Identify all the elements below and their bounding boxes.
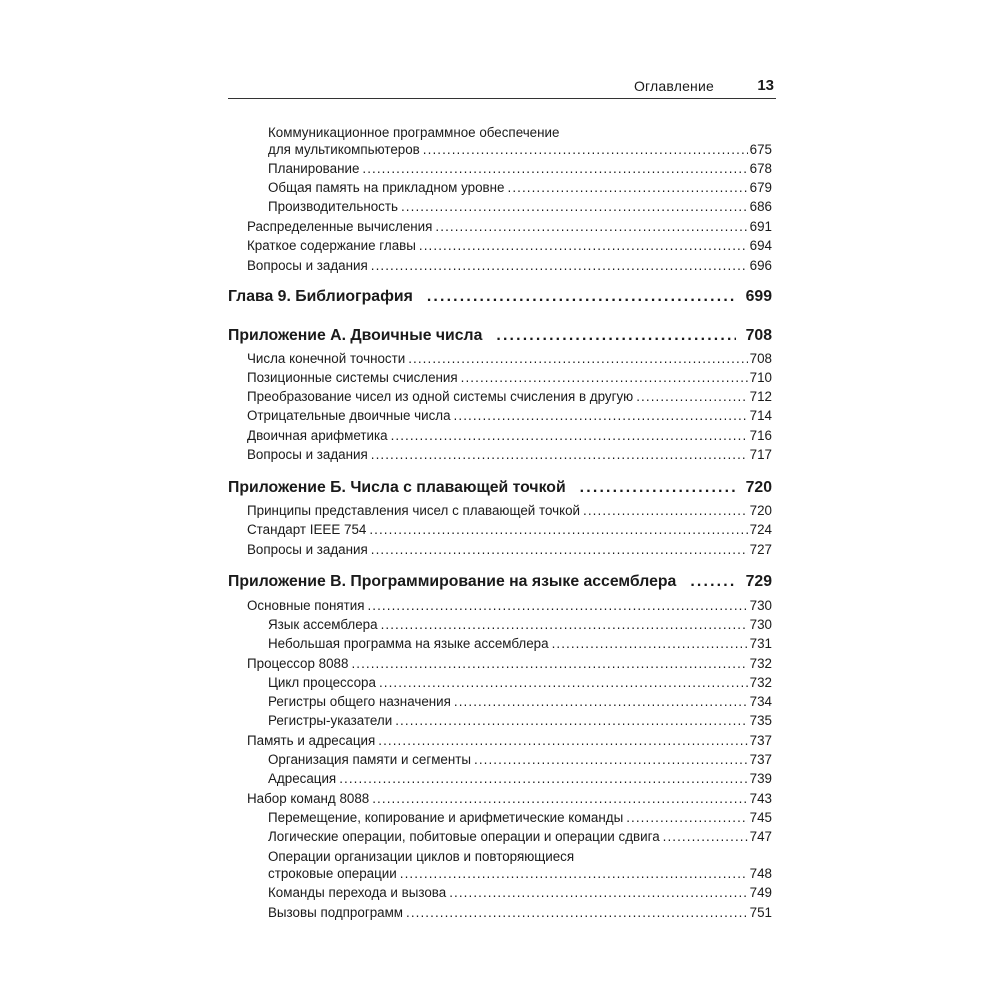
toc-entry [247,257,772,274]
toc-entry-title: Организация памяти и сегменты [268,752,472,767]
toc-entry [247,218,772,235]
toc-entry [268,904,772,921]
leader-dots [419,237,748,254]
toc-entry-title: Преобразование чисел из одной системы счисления в другую [247,389,634,404]
leader-dots [339,770,747,787]
toc-entry [268,884,772,901]
toc-entry-title: Язык ассемблера [268,617,378,632]
header-title: Оглавление [633,78,714,94]
toc-entry-title: Логические операции, побитовые операции и операции сдвига [268,829,660,844]
toc-entry [268,693,772,710]
leader-dots [552,635,748,652]
toc-chapter-entry [228,288,772,305]
toc-entry-title: Регистры общего назначения [268,694,451,709]
leader-dots [406,904,748,921]
toc-entry [247,521,772,538]
toc-chapter-title: Глава 9. Библиография [228,288,413,305]
toc-entry-page: 730 [749,617,772,632]
toc-entry-page: 710 [749,370,772,385]
toc-entry [268,751,772,768]
toc-entry-page: 694 [749,238,772,253]
toc-entry-page: 678 [749,161,772,176]
toc-entry-page: 737 [749,752,772,767]
leader-dots [449,884,747,901]
toc-entry-title: Принципы представления чисел с плавающей точкой [247,503,581,518]
toc-entry-title: Вызовы подпрограмм [268,905,404,920]
toc-entry-page: 743 [749,791,772,806]
leader-dots [372,790,747,807]
toc-entry-page: 731 [749,636,772,651]
toc-entry-title: Двоичная арифметика [247,428,388,443]
toc-entry-page: 734 [749,694,772,709]
toc-entry [247,446,772,463]
toc-entry-title: Команды перехода и вызова [268,885,447,900]
toc-entry-title: для мультикомпьютеров [268,142,420,157]
toc-entry [268,124,772,158]
toc-entry-title: Вопросы и задания [247,258,368,273]
toc-entry-title: Вопросы и задания [247,447,368,462]
toc-chapter-entry [228,479,772,496]
toc-entry-title: Основные понятия [247,598,365,613]
toc-entry-title: Общая память на прикладном уровне [268,180,505,195]
toc-entry [268,179,772,196]
toc-entry-title: Набор команд 8088 [247,791,370,806]
toc-entry-page: 739 [749,771,772,786]
toc-entry-page: 751 [749,905,772,920]
leader-dots [636,388,747,405]
toc-entry-page: 708 [749,351,772,366]
leader-dots [351,655,747,672]
toc-entry-title: строковые операции [268,866,397,881]
toc-entry-title: Числа конечной точности [247,351,406,366]
toc-entry-page: 716 [749,428,772,443]
toc-entry-page: 696 [749,258,772,273]
toc-entry-title: Вопросы и задания [247,542,368,557]
toc-entry [247,350,772,367]
leader-dots [474,751,748,768]
toc-entry-page: 686 [749,199,772,214]
toc-entry-first-line: Коммуникационное программное обеспечение [268,125,560,140]
toc-entry-title: Позиционные системы счисления [247,370,458,385]
leader-dots [395,712,747,729]
toc-chapter-page: 720 [745,479,772,496]
leader-dots [369,521,747,538]
leader-dots [400,865,748,882]
toc-entry-page: 679 [749,180,772,195]
toc-entry [247,790,772,807]
leader-dots [427,288,736,305]
toc-entry-title: Цикл процессора [268,675,376,690]
toc-entry-page: 720 [749,503,772,518]
toc-entry-title: Память и адресация [247,733,376,748]
toc-entry-page: 727 [749,542,772,557]
toc-entry [268,848,772,882]
header-page-number: 13 [757,77,774,94]
toc-chapter-entry [228,327,772,344]
toc-entry-title: Перемещение, копирование и арифметические команды [268,810,624,825]
toc-entry-page: 748 [749,866,772,881]
leader-dots [663,828,748,845]
toc-entry-page: 732 [749,675,772,690]
leader-dots [690,573,735,590]
leader-dots [371,541,748,558]
toc-entry-title: Краткое содержание главы [247,238,416,253]
toc-entry [268,635,772,652]
toc-entry [247,388,772,405]
toc-chapter-page: 699 [745,288,772,305]
leader-dots [423,141,748,158]
toc-entry-title: Адресация [268,771,337,786]
toc-entry-page: 691 [749,219,772,234]
leader-dots [508,179,748,196]
leader-dots [454,407,748,424]
toc-chapter-page: 708 [745,327,772,344]
toc-entry-page: 730 [749,598,772,613]
toc-entry [247,541,772,558]
leader-dots [461,369,748,386]
toc-entry-first-line: Операции организации циклов и повторяющиеся [268,849,575,864]
leader-dots [454,693,748,710]
toc-chapter-title: Приложение В. Программирование на языке ассемблера [228,573,677,590]
leader-dots [391,427,748,444]
toc-entry [268,712,772,729]
toc-entry [247,407,772,424]
toc-entry-title: Планирование [268,161,360,176]
leader-dots [362,160,747,177]
toc-entry [268,674,772,691]
toc-entry [247,732,772,749]
leader-dots [435,218,747,235]
toc-entry-page: 737 [749,733,772,748]
toc-entry [268,809,772,826]
toc-chapter-title: Приложение Б. Числа с плавающей точкой [228,479,566,496]
toc-entry [247,502,772,519]
toc-entry [268,770,772,787]
toc-entry [247,369,772,386]
toc-entry [268,828,772,845]
toc-entry-page: 745 [749,810,772,825]
toc-entry-page: 749 [749,885,772,900]
toc-chapter-entry [228,573,772,590]
toc-chapter-title: Приложение А. Двоичные числа [228,327,483,344]
toc-entry-title: Отрицательные двоичные числа [247,408,451,423]
toc-entry-title: Производительность [268,199,398,214]
leader-dots [408,350,747,367]
toc-entry-page: 675 [749,142,772,157]
leader-dots [381,616,748,633]
leader-dots [378,732,747,749]
toc-entry [268,160,772,177]
leader-dots [367,597,747,614]
toc-entry-page: 717 [749,447,772,462]
toc-entry-title: Распределенные вычисления [247,219,433,234]
toc-entry [247,427,772,444]
toc-entry-title: Стандарт IEEE 754 [247,522,367,537]
toc-entry-title: Процессор 8088 [247,656,349,671]
toc-entry-page: 747 [749,829,772,844]
leader-dots [379,674,748,691]
toc-entry [247,655,772,672]
toc-entry-title: Небольшая программа на языке ассемблера [268,636,549,651]
leader-dots [580,479,736,496]
toc-entry-page: 735 [749,713,772,728]
leader-dots [401,198,748,215]
toc-entry-title: Регистры-указатели [268,713,393,728]
toc-entry-page: 714 [749,408,772,423]
toc-entry [247,597,772,614]
toc-chapter-page: 729 [745,573,772,590]
toc-entry-page: 712 [749,389,772,404]
toc-entry-page: 732 [749,656,772,671]
toc-entry [268,616,772,633]
toc-entry [247,237,772,254]
leader-dots [626,809,747,826]
leader-dots [583,502,748,519]
toc-entry [268,198,772,215]
leader-dots [371,446,748,463]
leader-dots [496,327,735,344]
leader-dots [371,257,748,274]
toc-entry-page: 724 [749,522,772,537]
